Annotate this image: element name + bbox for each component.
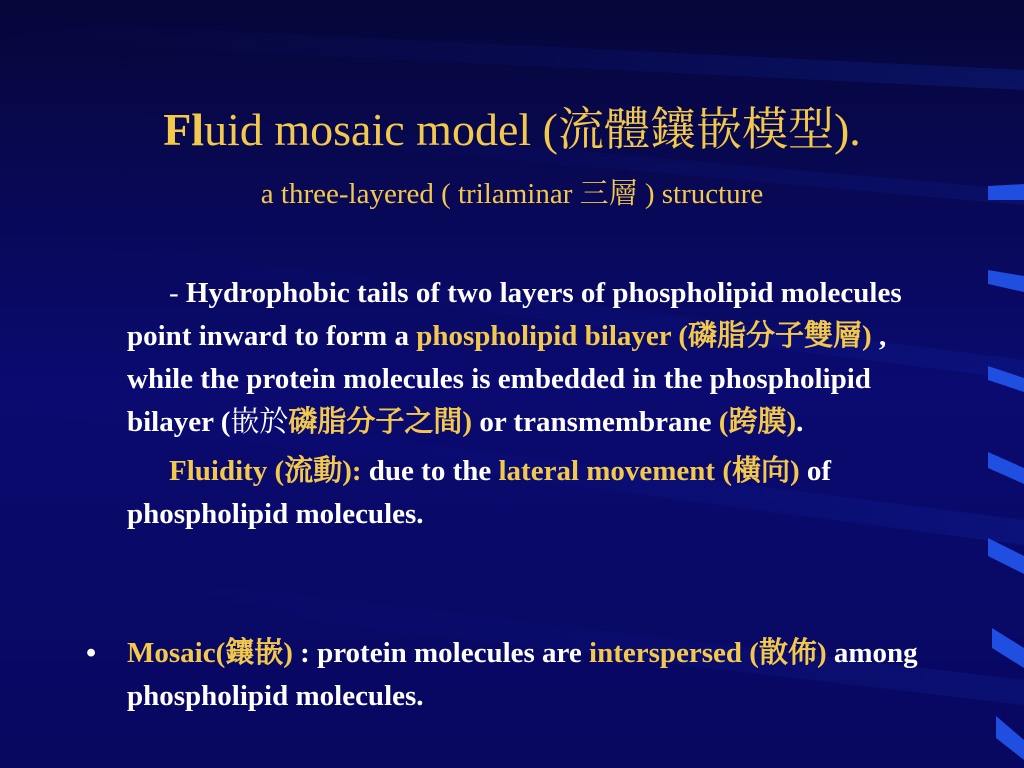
p1-text-4: . bbox=[796, 406, 804, 438]
edge-tick-4 bbox=[988, 452, 1024, 484]
p2-text-2: of phospholipid molecules. bbox=[127, 455, 832, 530]
slide-body bbox=[127, 272, 957, 536]
stripe-1 bbox=[0, 20, 1024, 90]
title-rest-part: uid mosaic model (流體鑲嵌模型). bbox=[204, 104, 861, 155]
p1-embedded-term-a: 嵌於 bbox=[230, 406, 289, 438]
paragraph-hydrophobic bbox=[127, 272, 957, 444]
title-bold-part: Fl bbox=[163, 104, 205, 155]
p1-text-2: , while the protein molecules is embedded in the phospholipid bilayer ( bbox=[127, 320, 887, 438]
paragraph-fluidity bbox=[127, 450, 957, 536]
p2-lateral-term: lateral movement (橫向) bbox=[498, 455, 800, 487]
p1-embedded-term-b: 磷脂分子之間) bbox=[288, 406, 473, 438]
p1-text-1: Hydrophobic tails of two layers of phospholipid molecules point inward to form a bbox=[127, 277, 902, 352]
p2-text-1: due to the bbox=[361, 455, 499, 487]
edge-tick-7 bbox=[996, 716, 1024, 760]
p1-text-3: or transmembrane bbox=[472, 406, 719, 438]
b1-text-2: among phospholipid molecules. bbox=[127, 637, 918, 712]
bullet-marker: • bbox=[86, 637, 97, 669]
slide-subtitle: a three-layered ( trilaminar 三層 ) structure bbox=[260, 178, 764, 210]
p1-bilayer-term: phospholipid bilayer (磷脂分子雙層) bbox=[416, 320, 872, 352]
edge-tick-6 bbox=[992, 628, 1024, 668]
b1-text-1: : protein molecules are bbox=[292, 637, 590, 669]
p2-fluidity-term: Fluidity (流動): bbox=[169, 455, 362, 487]
slide-title bbox=[0, 100, 1024, 160]
edge-tick-2 bbox=[988, 270, 1024, 292]
dash-marker: - bbox=[169, 277, 186, 309]
b1-interspersed-term: interspersed (散佈) bbox=[589, 637, 827, 669]
b1-mosaic-term: Mosaic(鑲嵌) bbox=[127, 637, 293, 669]
p1-transmembrane-term: (跨膜) bbox=[718, 406, 797, 438]
bullet-text bbox=[127, 632, 957, 718]
